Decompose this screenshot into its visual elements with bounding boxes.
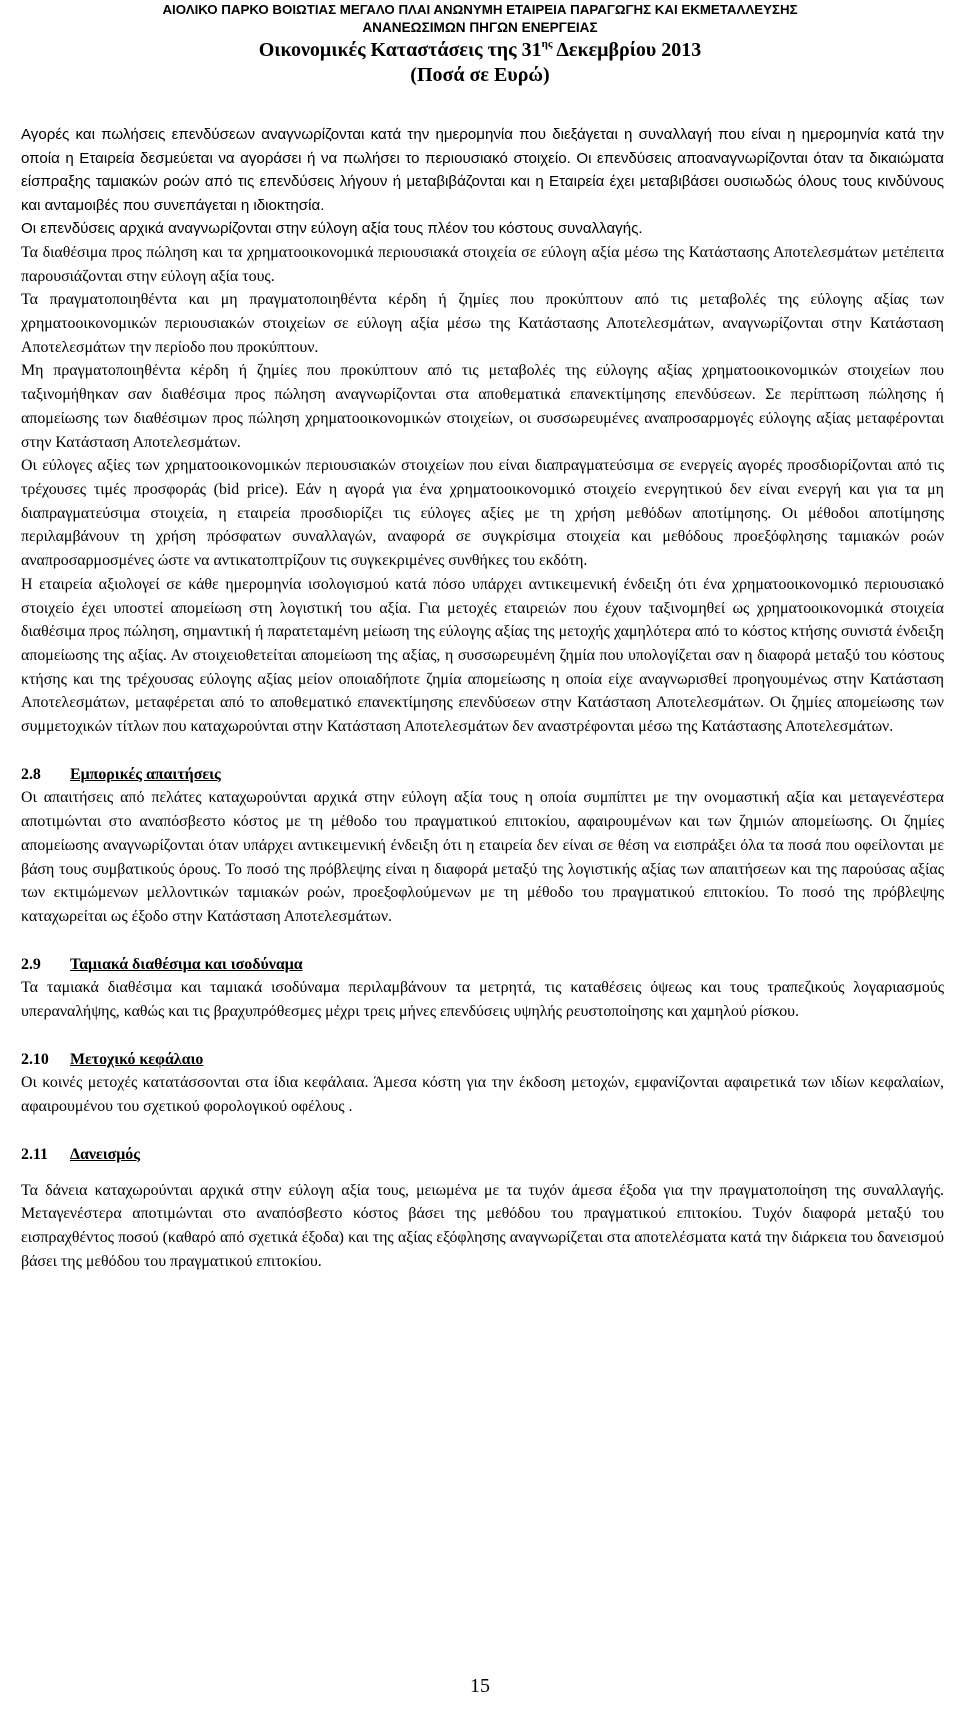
section-body: Οι απαιτήσεις από πελάτες καταχωρούνται αρχικά στην εύλογη αξία τους η οποία συμπίπτει με την ονομαστική αξία και μεταγενέστερα αποτιμώνται στο αναπόσβεστο κόστος με τη μέθοδο του πραγματικού επιτοκίου, αφαιρουμένων και των ζημιών απομείωσης. Οι ζημίες απομείωσης αναγνωρίζονται όταν υπάρχει αντικειμενική ένδειξη ότι η εταιρεία δεν είναι σε θέση να εισπράξει όλα τα ποσά που οφείλονται με βάση τους συμβατικούς όρους. Το ποσό της πρόβλεψης είναι η διαφορά μεταξύ της λογιστικής αξίας των απαιτήσεων και της παρούσας αξίας των εκτιμώμενων μελλοντικών ταμιακών ροών, προεξοφλούμενων με τη μέθοδο του πραγματικού επιτοκίου. Το ποσό της πρόβλεψης καταχωρείται ως έξοδο στην Κατάσταση Αποτελεσμάτων. <box>21 789 944 925</box>
section-body: Τα ταμιακά διαθέσιμα και ταμιακά ισοδύναμα περιλαμβάνουν τα μετρητά, τις καταθέσεις όψεως και τους τραπεζικούς λογαριασμούς υπεραναλήψης, καθώς και τις βραχυπρόθεσμες μέχρι τρεις μήνες επενδύσεις υψηλής ρευστοποίησης και χαμηλού ρίσκου. <box>21 979 944 1021</box>
paragraph-fair-value-determination: Οι εύλογες αξίες των χρηματοοικονομικών περιουσιακών στοιχείων που είναι διαπραγματεύσιμα σε ενεργείς αγορές προσδιορίζονται από τις τρέχουσες τιμές προσφοράς (bid price). Εάν η αγορά για ένα χρηματοοικονομικό στοιχείο ενεργητικού δεν είναι ενεργή και για τα μη διαπραγματεύσιμα στοιχεία, η εταιρεία προσδιορίζει τις εύλογες αξίες με τη χρήση μεθόδων αποτίμησης. Οι μέθοδοι αποτίμησης περιλαμβάνουν τη χρήση πρόσφατων συναλλαγών, αναφορά σε συγκρίσιμα στοιχεία και μεθόδους προεξόφλησης ταμιακών ροών αναπροσαρμοσμένες ώστε να αντικατοπτρίζουν τις συγκεκριμένες συνθήκες του εκδότη. <box>21 457 944 570</box>
company-name-line2: ΑΝΑΝΕΩΣΙΜΩΝ ΠΗΓΩΝ ΕΝΕΡΓΕΙΑΣ <box>362 20 598 35</box>
title-text-start: Οικονομικές Καταστάσεις της 31 <box>258 39 542 61</box>
section-title: Εμπορικές απαιτήσεις <box>70 765 221 783</box>
section-heading <box>21 763 944 787</box>
spacer <box>21 739 944 763</box>
document-title <box>0 38 960 63</box>
paragraph-impairment-assessment: Η εταιρεία αξιολογεί σε κάθε ημερομηνία ισολογισμού κατά πόσο υπάρχει αντικειμενική ένδειξη ότι ένα χρηματοοικονομικό περιουσιακό στοιχείο έχει υποστεί απομείωση στη λογιστική του αξία. Για μετοχές εταιρειών που έχουν ταξινομηθεί ως χρηματοοικονομικά στοιχεία διαθέσιμα προς πώληση, σημαντική ή παρατεταμένη μείωση της εύλογης αξίας της μετοχής χαμηλότερα από το κόστος κτήσης συνιστά ένδειξη απομείωσης της αξίας. Αν στοιχειοθετείται απομείωση της αξίας, η συσσωρευμένη ζημία που υπολογίζεται σαν η διαφορά μεταξύ του κόστους κτήσης και της τρέχουσας εύλογης αξίας μείον οποιαδήποτε ζημία απομείωσης η οποία είχε αναγνωρισθεί προηγουμένως στην Κατάσταση Αποτελεσμάτων, μεταφέρεται από το αποθεματικό επανεκτίμησης επενδύσεων στην Κατάσταση Αποτελεσμάτων. Οι ζημίες απομείωσης των συμμετοχικών τίτλων που καταχωρούνται στην Κατάσταση Αποτελεσμάτων δεν αναστρέφονται μέσω της Κατάστασης Αποτελεσμάτων. <box>21 575 944 736</box>
page-number: 15 <box>470 1675 490 1697</box>
page-header <box>0 0 960 88</box>
paragraph-initial-recognition: Οι επενδύσεις αρχικά αναγνωρίζονται στην εύλογη αξία τους πλέον του κόστους συναλλαγής. <box>21 220 643 238</box>
spacer <box>21 1167 944 1179</box>
section-trade-receivables <box>21 763 944 929</box>
section-borrowings <box>21 1143 944 1274</box>
paragraph-realized-gains: Τα πραγματοποιηθέντα και μη πραγματοποιηθέντα κέρδη ή ζημίες που προκύπτουν από τις μεταβολές της εύλογης αξίας των χρηματοοικονομικών περιουσιακών στοιχείων σε εύλογη αξία μέσω της Κατάστασης Αποτελεσμάτων, αναγνωρίζονται στην Κατάσταση Αποτελεσμάτων την περίοδο που προκύπτουν. <box>21 291 944 356</box>
section-number: 2.11 <box>21 1145 48 1163</box>
section-body: Οι κοινές μετοχές κατατάσσονται στα ίδια κεφάλαια. Άμεσα κόστη για την έκδοση μετοχών, εμφανίζονται αφαιρετικά των ιδίων κεφαλαίων, αφαιρουμένου του σχετικού φορολογικού οφέλους . <box>21 1074 944 1116</box>
spacer <box>21 1024 944 1048</box>
section-number: 2.10 <box>21 1050 49 1068</box>
paragraph-unrealized-gains: Μη πραγματοποιηθέντα κέρδη ή ζημίες που προκύπτουν από τις μεταβολές της εύλογης αξίας χρηματοοικονομικών στοιχείων που ταξινομήθηκαν σαν διαθέσιμα προς πώληση αναγνωρίζονται στα αποθεματικά επανεκτίμησης επενδύσεων. Σε περίπτωση πώλησης ή απομείωσης των διαθέσιμων προς πώληση χρηματοοικονομικών στοιχείων, οι συσσωρευμένες αναπροσαρμογές εύλογης αξίας μεταφέρονται στην Κατάσταση Αποτελεσμάτων. <box>21 362 944 451</box>
spacer <box>21 929 944 953</box>
paragraph-fair-value-presentation: Τα διαθέσιμα προς πώληση και τα χρηματοοικονομικά περιουσιακά στοιχεία σε εύλογη αξία μέσω της Κατάστασης Αποτελεσμάτων μετέπειτα παρουσιάζονται στην εύλογη αξία τους. <box>21 243 944 285</box>
section-cash-equivalents <box>21 953 944 1024</box>
section-heading <box>21 1143 944 1167</box>
currency-note: (Ποσά σε Ευρώ) <box>410 64 550 86</box>
section-share-capital <box>21 1048 944 1119</box>
document-body <box>21 123 944 1273</box>
section-title: Δανεισμός <box>70 1145 140 1163</box>
spacer <box>21 1119 944 1143</box>
title-text-end: Δεκεμβρίου 2013 <box>552 39 702 61</box>
section-heading <box>21 953 944 977</box>
paragraph-investment-recognition: Αγορές και πωλήσεις επενδύσεων αναγνωρίζονται κατά την ημερομηνία που διεξάγεται η συναλλαγή που είναι η ημερομηνία κατά την οποία η Εταιρεία δεσμεύεται να αγοράσει ή να πωλήσει το περιουσιακό στοιχείο. Οι επενδύσεις αποαναγνωρίζονται όταν τα δικαιώματα είσπραξης ταμιακών ροών από τις επενδύσεις λήγουν ή μεταβιβάζονται και η Εταιρεία έχει μεταβιβάσει ουσιωδώς όλους τους κινδύνους και ανταμοιβές που συνεπάγεται η ιδιοκτησία. <box>21 126 944 214</box>
company-name-line1: ΑΙΟΛΙΚΟ ΠΑΡΚΟ ΒΟΙΩΤΙΑΣ ΜΕΓΑΛΟ ΠΛΑΙ ΑΝΩΝΥΜΗ ΕΤΑΙΡΕΙΑ ΠΑΡΑΓΩΓΗΣ ΚΑΙ ΕΚΜΕΤΑΛΛΕΥΣΗΣ <box>162 2 798 17</box>
section-number: 2.9 <box>21 955 41 973</box>
title-ordinal-suffix: ης <box>541 38 553 50</box>
section-number: 2.8 <box>21 765 41 783</box>
section-title: Μετοχικό κεφάλαιο <box>70 1050 204 1068</box>
section-heading <box>21 1048 944 1072</box>
section-body: Τα δάνεια καταχωρούνται αρχικά στην εύλογη αξία τους, μειωμένα με τα τυχόν άμεσα έξοδα για την πραγματοποίηση της συναλλαγής. Μεταγενέστερα αποτιμώνται στο αναπόσβεστο κόστος βάσει της μεθόδου του πραγματικού επιτοκίου. Τυχόν διαφορά μεταξύ του εισπραχθέντος ποσού (καθαρό από σχετικά έξοδα) και της αξίας εξόφλησης αναγνωρίζεται στα αποτελέσματα κατά την διάρκεια του δανεισμού βάσει της μεθόδου του πραγματικού επιτοκίου. <box>21 1181 944 1270</box>
section-title: Ταμιακά διαθέσιμα και ισοδύναμα <box>70 955 303 973</box>
